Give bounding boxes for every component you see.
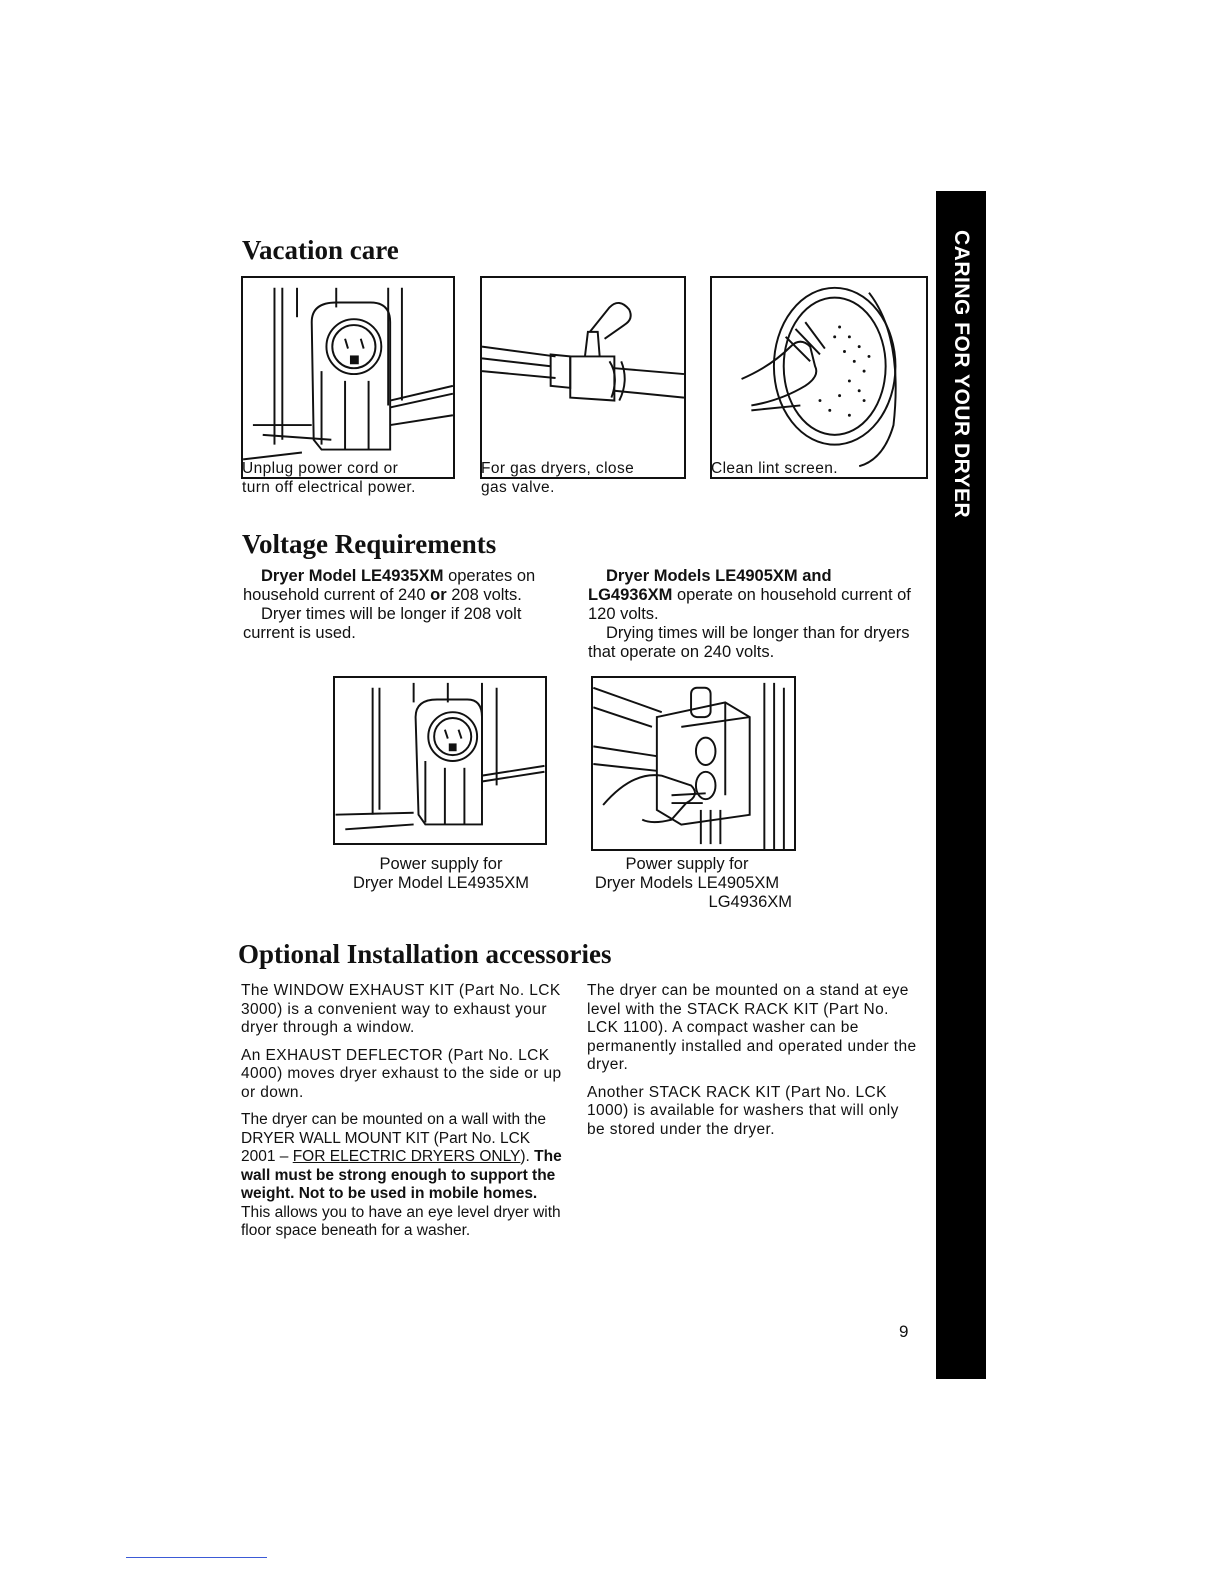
power-supply-120v-illustration (591, 676, 796, 851)
optional-left-column: The WINDOW EXHAUST KIT (Part No. LCK 3000) is a convenient way to exhaust your dryer through a window. An EXHAUST DEFLECTOR (Part No. LCK 4000) moves dryer exhaust to the side or up or down. The dryer can be mounted on a wall with the DRYER WALL MOUNT KIT (Part No. LCK 2001 – FOR ELECTRIC DRYERS ONLY). The wall must be strong enough to support the weight. Not to be used in mobile homes. This allows you to have an eye level dryer with floor space beneath for a washer. (241, 982, 562, 1239)
power-supply-120v-caption: Power supply for Dryer Models LE4905XM LG4936XM (594, 855, 792, 911)
outlet-plug-hand-icon (593, 678, 794, 849)
wall-outlet-plug-icon (243, 278, 453, 477)
voltage-right-text: Dryer Models LE4905XM and LG4936XM operate on household current of 120 volts. Drying times will be longer than for dryers that operate on 240 volts. (588, 567, 911, 661)
optional-accessories-heading: Optional Installation accessories (238, 939, 612, 969)
gas-valve-caption: For gas dryers, close gas valve. (481, 460, 635, 496)
gas-valve-icon (482, 278, 684, 477)
voltage-left-text: Dryer Model LE4935XM operates on household current of 240 or 208 volts. Dryer times will be longer if 208 volt current is used. (243, 567, 536, 642)
optional-right-column: The dryer can be mounted on a stand at eye level with the STACK RACK KIT (Part No. LCK 1100). A compact washer can be permanently installed and operated under the dryer. Another STACK RACK KIT (Part No. LCK 1000) is available for washers that will only be stored under the dryer. (587, 982, 917, 1138)
lint-screen-hand-icon (712, 278, 926, 477)
footnote-rule (126, 1557, 267, 1558)
wall-outlet-icon (335, 678, 545, 843)
section-side-label: CARING FOR YOUR DRYER (950, 230, 973, 519)
power-supply-240v-caption: Power supply for Dryer Model LE4935XM (352, 855, 530, 892)
lint-screen-caption: Clean lint screen. (711, 460, 838, 477)
gas-valve-illustration (480, 276, 686, 479)
voltage-requirements-heading: Voltage Requirements (242, 529, 497, 559)
page-number: 9 (899, 1322, 909, 1341)
power-supply-240v-illustration (333, 676, 547, 845)
vacation-care-heading: Vacation care (242, 235, 399, 265)
unplug-caption: Unplug power cord or turn off electrical power. (242, 460, 416, 496)
unplug-cord-illustration (241, 276, 455, 479)
lint-screen-illustration (710, 276, 928, 479)
